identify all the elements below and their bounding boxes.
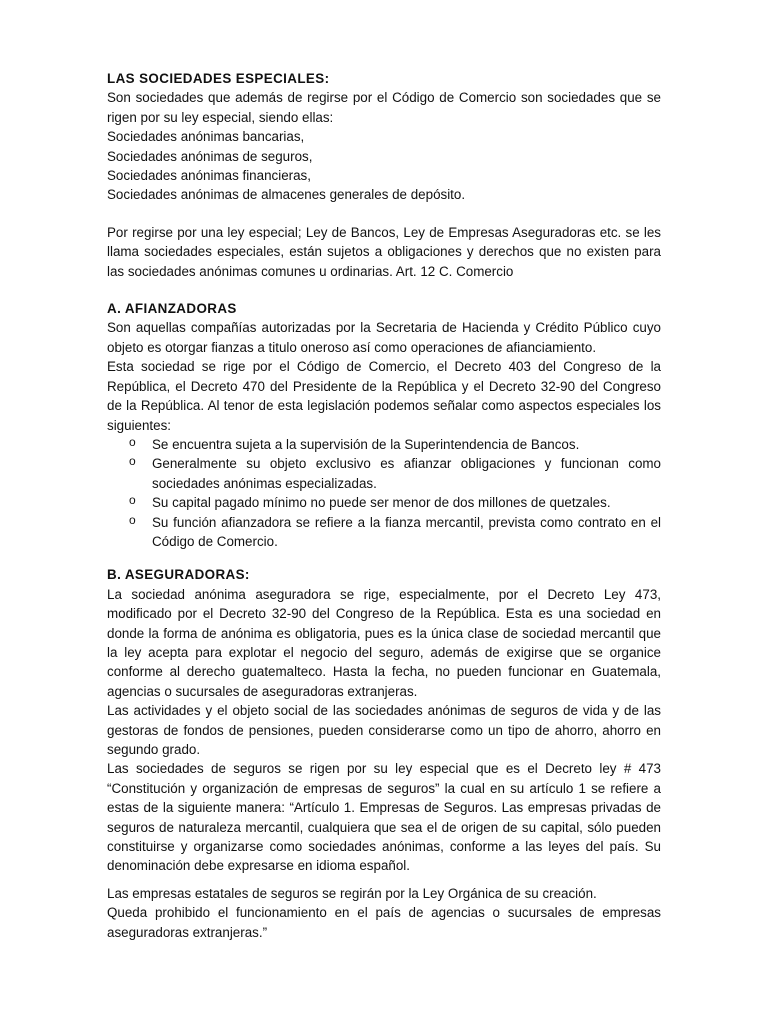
- list-item-text: Su función afianzadora se refiere a la fianza mercantil, prevista como contrato en el Código de Comercio.: [152, 514, 661, 549]
- list-item: Sociedades anónimas bancarias,: [107, 129, 305, 145]
- paragraph: Las empresas estatales de seguros se regirán por la Ley Orgánica de su creación.: [107, 885, 597, 901]
- paragraph: Son aquellas compañías autorizadas por la Secretaria de Hacienda y Crédito Público cuyo objeto es otorgar fianzas a titulo oneroso así como operaciones de afianciamiento.: [107, 320, 661, 355]
- section-heading-especiales: LAS SOCIEDADES ESPECIALES:: [107, 71, 330, 86]
- list-item: Sociedades anónimas de almacenes generales de depósito.: [107, 187, 466, 203]
- bullet-icon: o: [129, 434, 136, 449]
- list-item-text: Generalmente su objeto exclusivo es afianzar obligaciones y funcionan como sociedades anónimas especializadas.: [152, 456, 661, 491]
- bullet-icon: o: [129, 512, 136, 527]
- list-item: [107, 513, 661, 552]
- section-heading-aseguradoras: B. ASEGURADORAS:: [107, 567, 250, 583]
- document-body: [107, 69, 661, 942]
- paragraph: La sociedad anónima aseguradora se rige, especialmente, por el Decreto Ley 473, modificado por el Decreto 32-90 del Congreso de la República. Esta es una sociedad en donde la forma de anónima es obligatoria, pues es la única clase de sociedad mercantil que la ley acepta para explotar el negocio del seguro, además de exigirse que se organice conforme al derecho guatemalteco. Hasta la fecha, no pueden funcionar en Guatemala, agencias o sucursales de aseguradoras extranjeras.: [107, 586, 661, 699]
- paragraph: Las actividades y el objeto social de las sociedades anónimas de seguros de vida y de las gestoras de fondos de pensiones, pueden considerarse como un tipo de ahorro, ahorro en segundo grado.: [107, 703, 661, 757]
- list-item: Sociedades anónimas de seguros,: [107, 148, 313, 164]
- list-item: Sociedades anónimas financieras,: [107, 168, 311, 184]
- paragraph: Son sociedades que además de regirse por el Código de Comercio son sociedades que se rigen por su ley especial, siendo ellas:: [107, 90, 661, 125]
- bullet-list: [107, 435, 661, 551]
- list-item-text: Su capital pagado mínimo no puede ser menor de dos millones de quetzales.: [152, 495, 611, 511]
- list-item: [107, 493, 661, 512]
- paragraph: Por regirse por una ley especial; Ley de Bancos, Ley de Empresas Aseguradoras etc. se les llama sociedades especiales, están sujetos a obligaciones y derechos que no existen para las sociedades anónimas comunes u ordinarias. Art. 12 C. Comercio: [107, 224, 661, 279]
- paragraph: Las sociedades de seguros se rigen por su ley especial que es el Decreto ley # 473 “Constitución y organización de empresas de seguros” la cual en su artículo 1 se refiere a estas de la siguiente manera: “Artículo 1. Empresas de Seguros. Las empresas privadas de seguros de naturaleza mercantil, cualquiera que sea el de origen de su capital, sólo pueden constituirse y organizarse como sociedades anónimas, conforme a las leyes del país. Su denominación debe expresarse en idioma español.: [107, 761, 661, 874]
- list-item-text: Se encuentra sujeta a la supervisión de la Superintendencia de Bancos.: [152, 436, 580, 452]
- bullet-icon: o: [129, 493, 136, 508]
- list-item: [107, 435, 661, 454]
- bullet-icon: o: [129, 454, 136, 469]
- paragraph: Queda prohibido el funcionamiento en el país de agencias o sucursales de empresas aseguradoras extranjeras.”: [107, 905, 661, 940]
- paragraph: Esta sociedad se rige por el Código de Comercio, el Decreto 403 del Congreso de la República, el Decreto 470 del Presidente de la República y el Decreto 32-90 del Congreso de la República. Al tenor de esta legislación podemos señalar como aspectos especiales los siguientes:: [107, 359, 661, 433]
- list-item: [107, 454, 661, 493]
- section-heading-afianzadoras: A. AFIANZADORAS: [107, 301, 237, 317]
